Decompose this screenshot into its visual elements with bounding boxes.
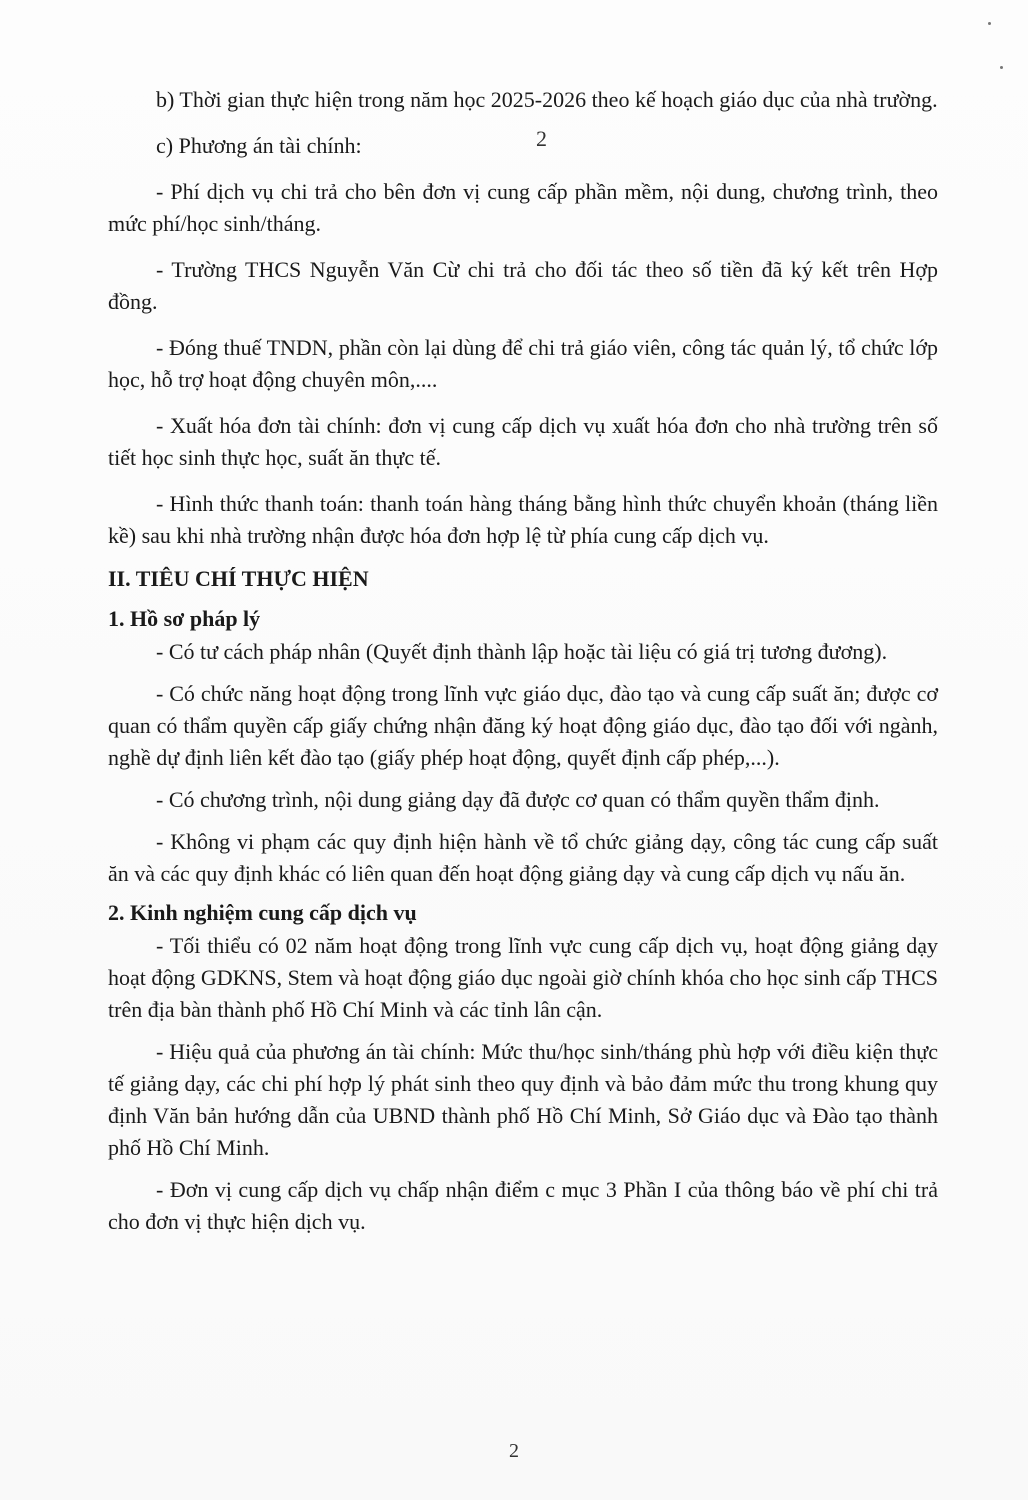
legal-item: - Có chương trình, nội dung giảng dạy đã được cơ quan có thẩm quyền thẩm định. (156, 787, 880, 812)
scan-speck (988, 22, 991, 25)
footer-page-number: 2 (509, 1440, 519, 1462)
paragraph-invoice: - Xuất hóa đơn tài chính: đơn vị cung cấp dịch vụ xuất hóa đơn cho nhà trường trên số tiết học sinh thực học, suất ăn thực tế. (108, 413, 938, 470)
paragraph-school-pay: - Trường THCS Nguyễn Văn Cừ chi trả cho đối tác theo số tiền đã ký kết trên Hợp đồng. (108, 257, 938, 314)
experience-item: - Tối thiểu có 02 năm hoạt động trong lĩnh vực cung cấp dịch vụ, hoạt động giảng dạy hoạt động GDKNS, Stem và hoạt động giáo dục ngoài giờ chính khóa cho học sinh cấp THCS trên địa bàn thành phố Hồ Chí Minh và các tỉnh lân cận. (108, 933, 939, 1022)
paragraph-payment: - Hình thức thanh toán: thanh toán hàng tháng bằng hình thức chuyển khoản (tháng liền kề) sau khi nhà trường nhận được hóa đơn hợp lệ từ phía cung cấp dịch vụ. (108, 491, 938, 548)
scan-speck (1000, 66, 1003, 69)
paragraph-b-time: b) Thời gian thực hiện trong năm học 2025-2026 theo kế hoạch giáo dục của nhà trường. (156, 87, 938, 112)
experience-item: - Hiệu quả của phương án tài chính: Mức thu/học sinh/tháng phù hợp với điều kiện thực tế giảng dạy, các chi phí hợp lý phát sinh theo quy định và bảo đảm mức thu trong khung quy định Văn bản hướng dẫn của UBND thành phố Hồ Chí Minh, Sở Giáo dục và Đào tạo thành phố Hồ Chí Minh. (108, 1039, 938, 1160)
document-body (108, 84, 938, 1238)
inline-page-number: 2 (536, 126, 547, 151)
legal-item: - Có tư cách pháp nhân (Quyết định thành lập hoặc tài liệu có giá trị tương đương). (156, 639, 888, 664)
paragraph-c-finance: c) Phương án tài chính: (156, 133, 362, 158)
subsection-heading-legal: 1. Hồ sơ pháp lý (108, 606, 261, 631)
experience-item: - Đơn vị cung cấp dịch vụ chấp nhận điểm c mục 3 Phần I của thông báo về phí chi trả cho đơn vị thực hiện dịch vụ. (108, 1177, 938, 1234)
section-heading: II. TIÊU CHÍ THỰC HIỆN (108, 566, 369, 591)
paragraph-tax: - Đóng thuế TNDN, phần còn lại dùng để chi trả giáo viên, công tác quản lý, tổ chức lớp học, hỗ trợ hoạt động chuyên môn,.... (108, 335, 938, 392)
paragraph-fee: - Phí dịch vụ chi trả cho bên đơn vị cung cấp phần mềm, nội dung, chương trình, theo mức phí/học sinh/tháng. (108, 179, 938, 236)
subsection-heading-experience: 2. Kinh nghiệm cung cấp dịch vụ (108, 900, 417, 925)
legal-item: - Có chức năng hoạt động trong lĩnh vực giáo dục, đào tạo và cung cấp suất ăn; được cơ quan có thẩm quyền cấp giấy chứng nhận đăng ký hoạt động giáo dục, đào tạo đối với ngành, nghề dự định liên kết đào tạo (giấy phép hoạt động, quyết định cấp phép,...). (108, 681, 938, 770)
legal-item: - Không vi phạm các quy định hiện hành về tổ chức giảng dạy, công tác cung cấp suất ăn và các quy định khác có liên quan đến hoạt động giảng dạy và cung cấp dịch vụ nấu ăn. (108, 829, 938, 886)
